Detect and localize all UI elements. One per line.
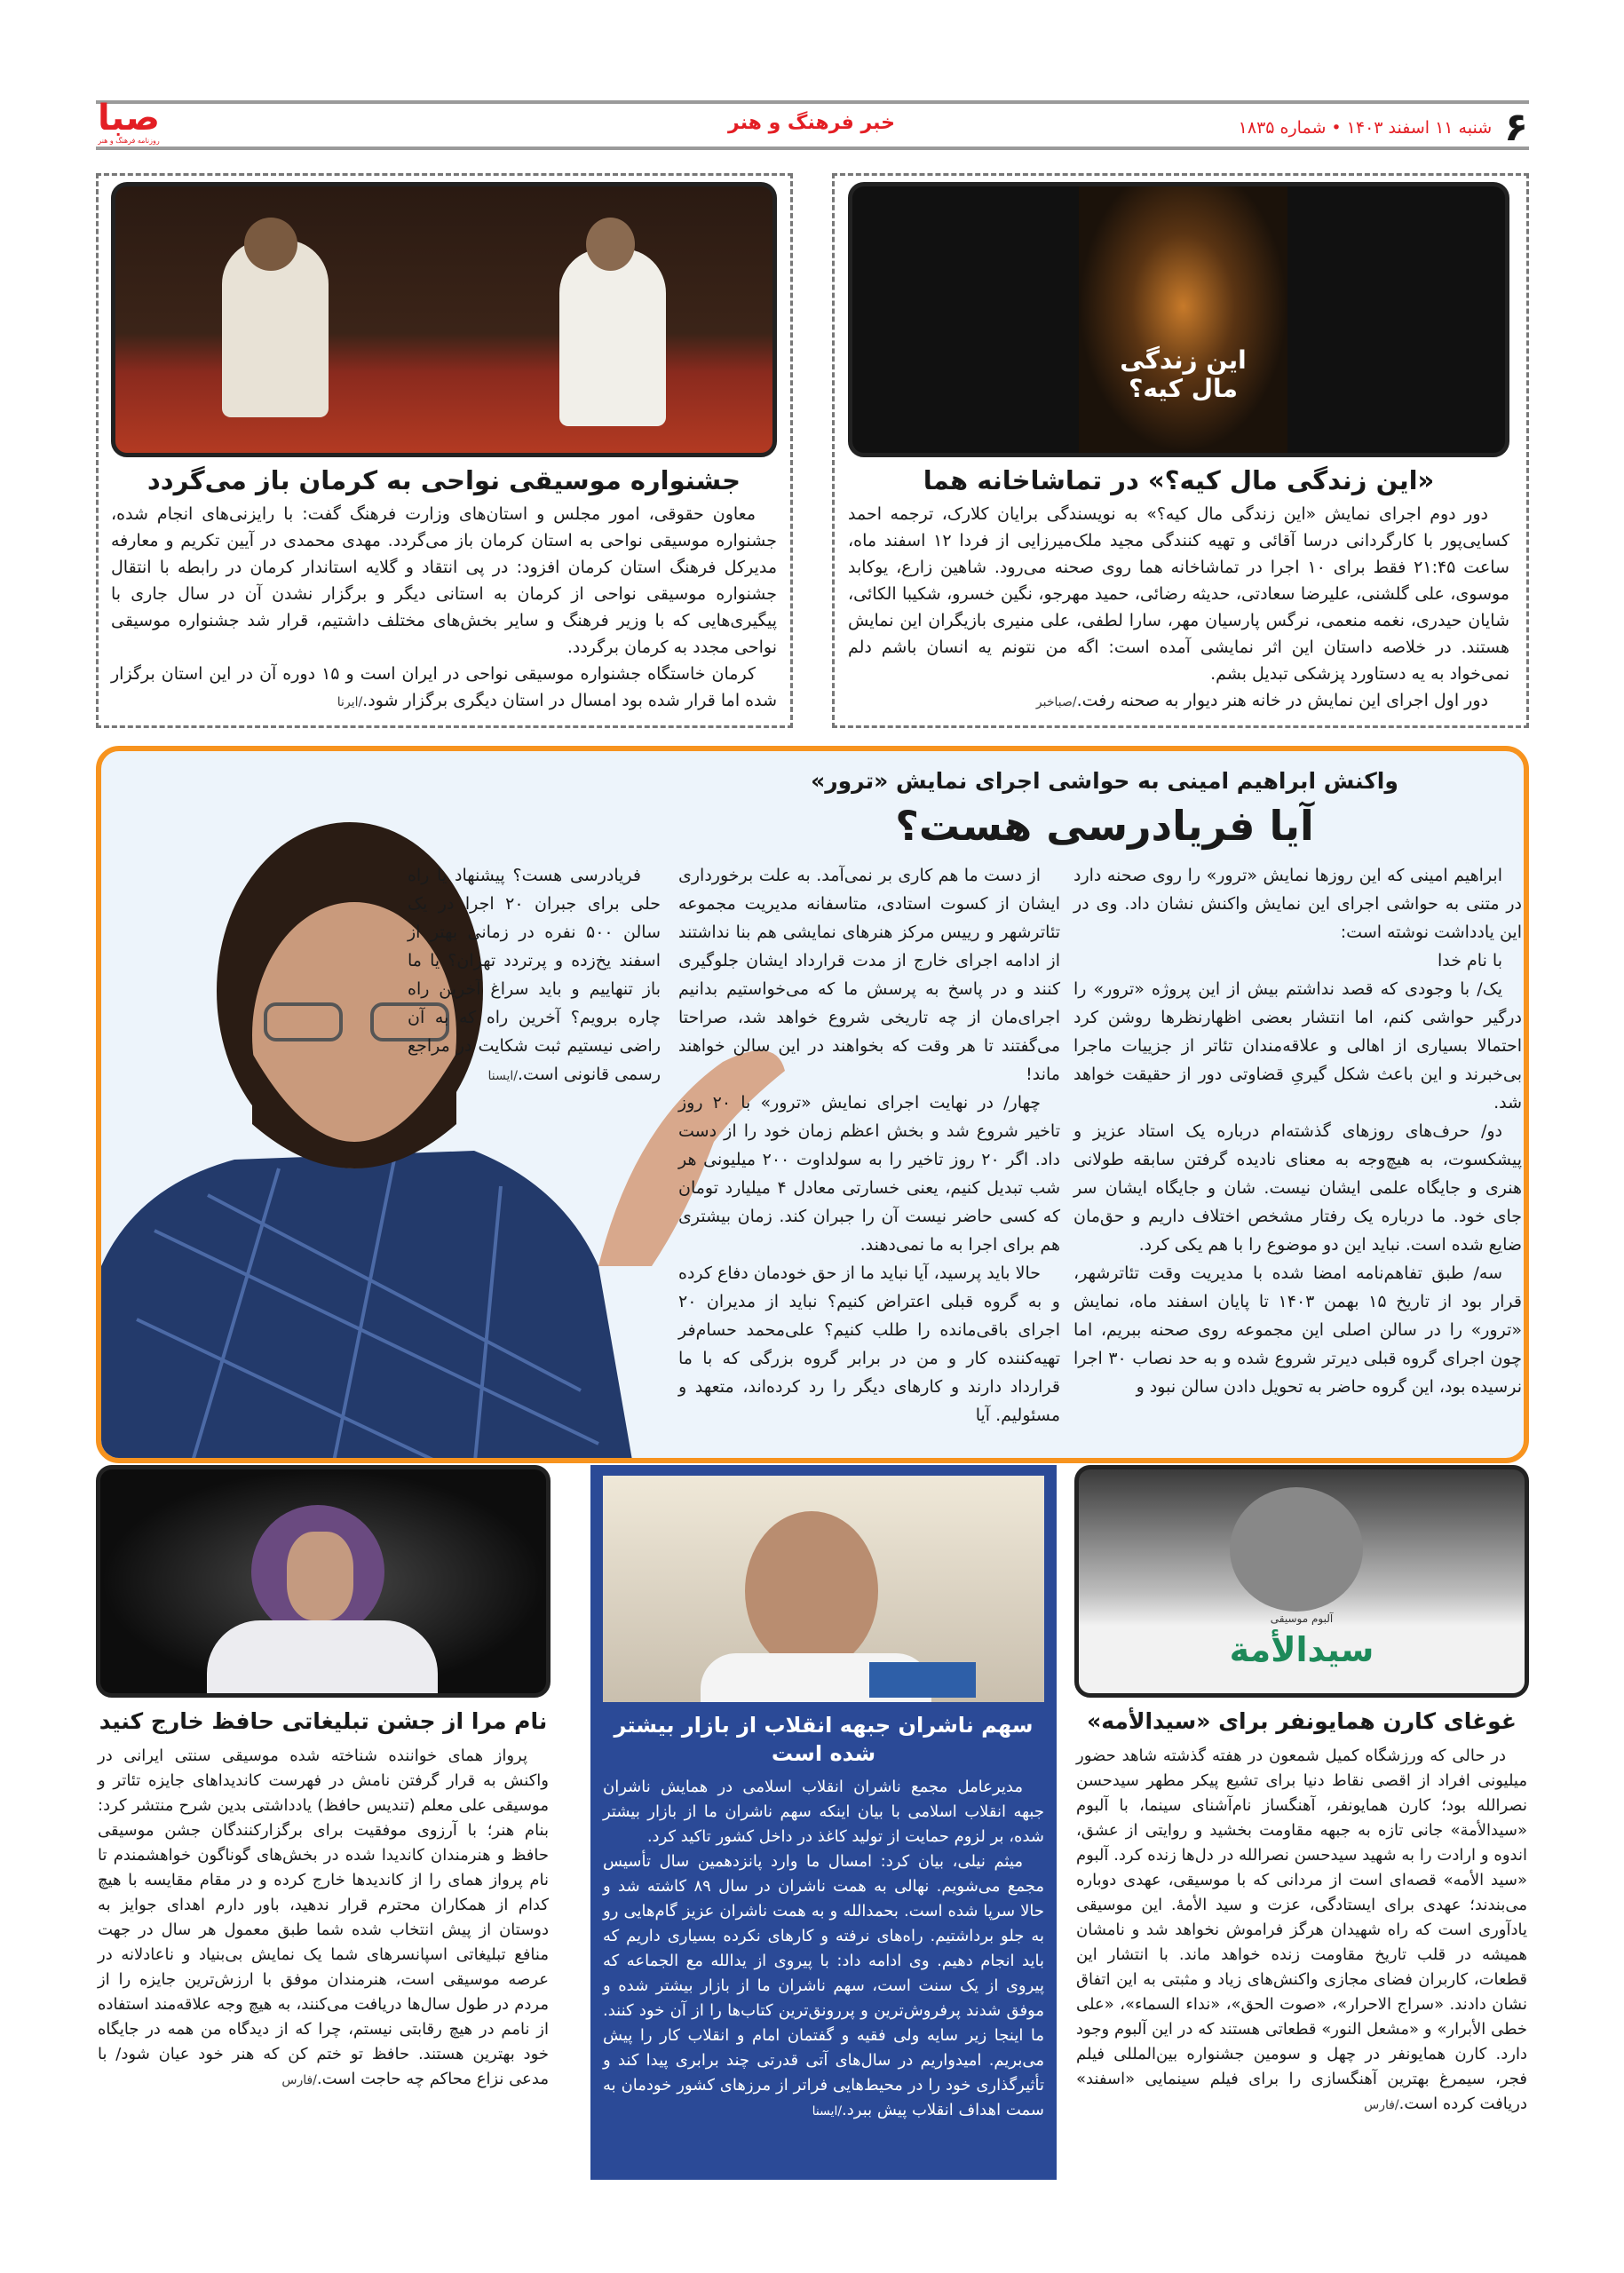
source: /ایسنا: [812, 2104, 843, 2119]
header-top-rule: [96, 100, 1529, 104]
paragraph: دو/ حرف‌های روزهای گذشته‌ام درباره یک استاد عزیز و پیشکسوت، به هیچ‌وجه به معنای نادیده گرفتن سابقه طولانی هنری و جایگاه علمی ایشان نیست. شان و جایگاه ایشان سر جای خود. ما درباره یک رفتار مشخص اختلاف داریم و حق‌مان ضایع شده است. نباید این دو موضوع را با هم یکی کرد.: [1073, 1121, 1522, 1255]
article-body: [1076, 1744, 1527, 2118]
feature-column-middle: [678, 861, 1060, 1430]
feature-box: [96, 746, 1529, 1463]
paragraph: معاون حقوقی، امور مجلس و استان‌های وزارت فرهنگ گفت: با رایزنی‌های انجام شده، جشنواره موسیقی نواحی به استان کرمان باز می‌گردد. مهدی محمدی در آیین تکریم و معارفه مدیرکل فرهنگ استان کرمان افزود: در پی انتقاد و گلایه استاندار کرمان در رابطه با انتقال جشنواره موسیقی نواحی از کرمان به استانی دیگر و برگزار نشدن آن در سال جاری با پیگیری‌هایی که با وزیر فرهنگ و سایر بخش‌های مختلف داشتیم، قرار شد جشنواره موسیقی نواحی مجدد به کرمان برگردد.: [111, 504, 777, 657]
headline: نام مرا از جشن تبلیغاتی حافظ خارج کنید: [99, 1708, 548, 1734]
headline: سهم ناشران جبهه انقلاب از بازار بیشتر شده است: [614, 1713, 1034, 1766]
source: /ایرنا: [337, 695, 363, 709]
paragraph: دور دوم اجرای نمایش «این زندگی مال کیه؟» به نویسندگی برایان کلارک، ترجمه احمد کسایی‌پور با کارگردانی درسا آقائی و تهیه کنندگی مجید ملک‌میرزایی از فردا ۱۲ اسفند ماه، ساعت ۲۱:۴۵ فقط برای ۱۰ اجرا در تماشاخانه هما روی صحنه می‌رود. شاهین زارع، یوکابد موسوی، علی گلشنی، علیرضا سعادتی، حدیثه رضائی، حمید مهرجو، نگین خسرو، شکیبا الکائی، شایان حیدری، نغمه منعمی، نرگس پارسیان مهر، سارا لطفی، علی منیری بازیگران این نمایش هستند. در خلاصه داستان این اثر نمایشی آمده است: اگه من نتونم یه انسان باشم دلم نمی‌خواد به یه دستاورد پزشکی تبدیل بشم.: [848, 504, 1509, 684]
headline: جشنواره موسیقی نواحی به کرمان باز می‌گردد: [147, 465, 741, 495]
article-body: [111, 501, 777, 716]
article-body: [848, 501, 1509, 716]
paragraph: میثم نیلی، بیان کرد: امسال ما وارد پانزدهمین سال تأسیس مجمع می‌شویم. نهالی به همت ناشران در سال ۸۹ کاشته شد و حالا سرپا شده است. بحمدالله و به همت ناشران عزیز گام‌هایی رو به جلو برداشتیم. راه‌های نرفته و کارهای نکرده بسیاری داریم که باید انجام دهیم. وی ادامه داد: با پیروی از یدالله مع الجماعه که پیروی از یک سنت است، سهم ناشران ما از بازار بیشتر شده و موفق شدند پرفروش‌ترین و پررونق‌ترین کتاب‌ها را از آن خود کنند. ما اینجا زیر سایه ولی فقیه و گفتمان امام و انقلاب کار را پیش می‌بریم. امیدواریم در سال‌های آتی قدرتی چند برابری پیدا کند و تأثیرگذاری خود را در محیط‌هایی فراتر از مرزهای کشور خودمان به سمت اهداف انقلاب پیش ببرد.: [603, 1852, 1044, 2119]
paragraph: با نام خدا: [1438, 951, 1502, 970]
paragraph: ابراهیم امینی که این روزها نمایش «ترور» را روی صحنه دارد در متنی به حواشی اجرای این نمایش واکنش نشان داد. وی در این یادداشت نوشته است:: [1073, 866, 1522, 942]
paragraph: مدیرعامل مجمع ناشران انقلاب اسلامی در همایش ناشران جبهه انقلاب اسلامی با بیان اینکه سهم ناشران ما از بازار بیشتر شده، بر لزوم حمایت از تولید کاغذ در داخل کشور تاکید کرد.: [603, 1778, 1044, 1846]
headline: «این زندگی مال کیه؟» در تماشاخانه هما: [923, 465, 1435, 495]
source: /فارس: [1364, 2098, 1399, 2112]
paragraph: در حالی که ورزشگاه کمیل شمعون در هفته گذشته شاهد حضور میلیونی افراد از اقصی نقاط دنیا برای تشیع پیکر مطهر سیدحسن نصرالله بود؛ کارن همایونفر، آهنگساز نام‌آشنای سینما، با آلبوم «سیدالأمة» جانی تازه به جبهه مقاومت بخشید و روایتی از عشق، اندوه و ارادت را به شهید سیدحسن نصرالله در دل‌ها زنده کرد. آلبوم «سید الأمه» قصه‌ای است از مردانی که با موسیقی، عهدی دوباره می‌بندند؛ عهدی برای ایستادگی، عزت و سید الأمۀ. این موسیقی یادآوری است که راه شهیدان هرگز فراموش نخواهد شد و نامشان همیشه در قلب تاریخ مقاومت زنده خواهد ماند. با انتشار این قطعات، کاربران فضای مجازی واکنش‌های زیاد و مثبتی به این اتفاق نشان دادند. «سراج الاحرار»، «صوت الحق»، «نداء السماء»، «علی خطی الأبرار» و «مشعل النور» قطعاتی هستند که در این آلبوم وجود دارد. کارن همایونفر در چهل و سومین جشنواره بین‌المللی فیلم فجر، سیمرغ بهترین آهنگسازی را برای فیلم سینمایی «اسفند» دریافت کرده است.: [1076, 1746, 1527, 2113]
poster-title: این زندگی مال کیه؟: [1120, 345, 1247, 403]
speaker-photo: [603, 1476, 1044, 1702]
article-body: [98, 1744, 549, 2093]
poster-image: [848, 182, 1509, 457]
paragraph: دور اول اجرای این نمایش در خانه هنر دیوار به صحنه رفت.: [1076, 691, 1488, 710]
paragraph: یک/ با وجودی که قصد نداشتم بیش از این پروژه «ترور» را درگیر حواشی کنم، اما انتشار بعضی اظهارنظرها روشن کرد احتمالا بسیاری از اهالی و علاقه‌مندان تئاتر از جزییات ماجرا بی‌خبرند و این باعث شکل گیریِ قضاوتی دور از حقیقت خواهد شد.: [1073, 979, 1522, 1113]
newspaper-logo: صبا روزنامه فرهنگ و هنر: [98, 98, 160, 145]
article-publishers: [590, 1465, 1057, 2180]
feature-headline: آیا فریادرسی هست؟: [895, 802, 1314, 850]
paragraph: پرواز همای خواننده شناخته شده موسیقی سنتی ایرانی در واکنش به قرار گرفتن نامش در فهرست کاندیداهای جایزه تئاتر و موسیقی علی معلم (تندیس حافظ) یادداشتی بدین شرح منتشر کرد: بنام هنر؛ با آرزوی موفقیت برای برگزارکنندگان جشن موسیقی حافظ و هنرمندان کاندیدا شده در بخش‌های گوناگون خواهشمندم تا نام پرواز همای را از کاندیدها خارج کرده و در مقام مقایسه با هیچ کدام از همکاران محترم قرار ندهید، باور دارم اهدای جوایز به دوستان از پیش انتخاب شده شما طبق معمول هر سال در جهت منافع تبلیغاتی اسپانسرهای شما یک نمایش بی‌بنیاد و ناعادلانه در عرصه موسیقی است، هنرمندان موفق با ارزش‌ترین جایزه را از مردم در طول سال‌ها دریافت می‌کنند، به هیچ وجه علاقه‌مند استفاده از نامم در هیچ رقابتی نیستم، چرا که از دیدگاه من همه در جایگاه خود بهترین هستند. حافظ تو ختم کن که هنر خود عیان شود/ با مدعی نزاع محاکم چه حاجت است.: [98, 1746, 549, 2088]
article-kerman-text: [111, 463, 777, 716]
cover-subtitle: آلبوم موسیقی: [1270, 1612, 1334, 1625]
article-theatre-text: [848, 463, 1509, 716]
paragraph: چهار/ در نهایت اجرای نمایش «ترور» با ۲۰ روز تاخیر شروع شد و بخش اعظم زمان خود را از دست داد. اگر ۲۰ روز تاخیر را به سولداوت ۲۰۰ میلیونی هر شب تبدیل کنیم، یعنی خسارتی معادل ۴ میلیارد تومان که کسی حاضر نیست آن را جبران کند. زمان بیشتری هم برای اجرا به ما نمی‌دهند.: [678, 1093, 1060, 1255]
paragraph: سه/ طبق تفاهم‌نامه امضا شده با مدیریت وقت تئاترشهر، قرار بود از تاریخ ۱۵ بهمن ۱۴۰۳ تا پایان اسفند ماه، نمایش «ترور» را در سالن اصلی این مجموعه روی صحنه ببریم، اما چون اجرای گروه قبلی دیرتر شروع شده و به حد نصاب ۳۰ اجرا نرسیده بود، این گروه حاضر به تحویل دادن سالن نبود و: [1073, 1263, 1522, 1397]
article-album-text: [1076, 1707, 1527, 2118]
paragraph: از دست ما هم کاری بر نمی‌آمد. به علت برخورداری ایشان از کسوت استادی، متاسفانه مدیریت مجموعه تئاترشهر و رییس مرکز هنرهای نمایشی هم بنا نداشتند از ادامه اجرای خارج از مدت قرارداد ایشان جلوگیری کنند و در پاسخ به پرسش ما که می‌خواستیم بدانیم اجرای‌مان از چه تاریخی شروع خواهد شد، صراحتا می‌گفتند تا هر وقت که بخواهند در این سالن خواهند ماند!: [678, 866, 1060, 1084]
article-body: [603, 1775, 1044, 2124]
cover-title: سیدالأمة: [1229, 1630, 1374, 1669]
page-number: ۶: [1504, 105, 1528, 150]
feature-kicker: واکنش ابراهیم امینی به حواشی اجرای نمایش «ترور»: [811, 768, 1398, 794]
paragraph: حالا باید پرسید، آیا نباید ما از حق خودمان دفاع کرده و به گروه قبلی اعتراض کنیم؟ نباید از مدیران ۲۰ اجرای باقی‌مانده را طلب کنیم؟ علی‌محمد حسام‌فر تهیه‌کننده کار و من در برابر گروه بزرگی که با ما قرارداد دارند و کارهای دیگر را رد کرده‌اند، متعهد و مسئولیم. آیا: [678, 1263, 1060, 1425]
section-title: خبر فرهنگ و هنر: [728, 112, 895, 134]
issue-info: [1239, 105, 1528, 150]
singer-photo: [96, 1465, 551, 1698]
source: /صباخبر: [1035, 695, 1077, 709]
headline: غوغای کارن همایونفر برای «سیدالأمه»: [1087, 1708, 1517, 1734]
source: /فارس: [281, 2073, 317, 2087]
paragraph: کرمان خاستگاه جشنواره موسیقی نواحی در ایران است و ۱۵ دوره آن در این استان برگزار شده اما قرار شده بود امسال در استان دیگری برگزار شود.: [111, 664, 777, 710]
album-cover: [1074, 1465, 1529, 1698]
issue-date: شنبه ۱۱ اسفند ۱۴۰۳ • شماره ۱۸۳۵: [1238, 117, 1493, 138]
musicians-photo: [111, 182, 777, 457]
article-hafez-text: [98, 1707, 549, 2093]
feature-column-right: [1073, 861, 1522, 1401]
paragraph: فریادرسی هست؟ پیشنهاد یا راه حلی برای جبران ۲۰ اجرا در یک سالن ۵۰۰ نفره در زمانی بهتر از اسفند یخ‌زده و پرتردد تهران؟ یا ما باز تنهاییم و باید سراغ آخرین راه چاره برویم؟ آخرین راه که به آن راضی نیستیم ثبت شکایت در مراجع رسمی قانونی است.: [408, 866, 661, 1084]
feature-column-left: [408, 861, 661, 1090]
source: /ایسنا: [487, 1069, 518, 1083]
